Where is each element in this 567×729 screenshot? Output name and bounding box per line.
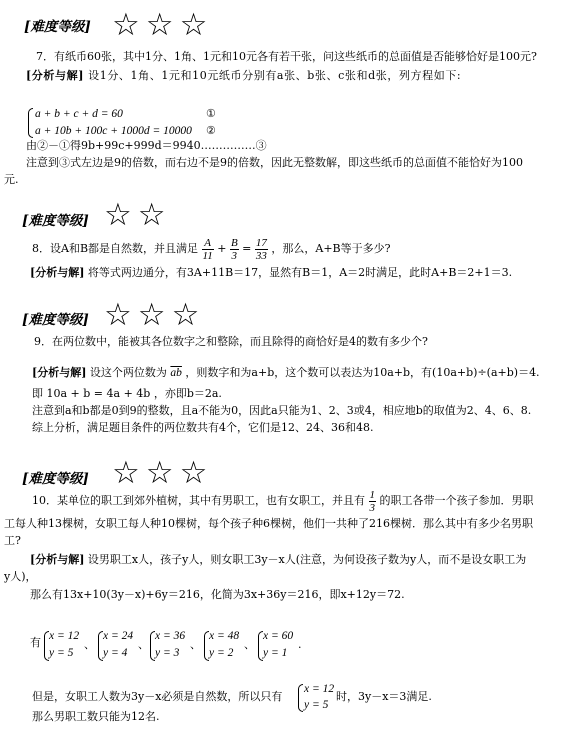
equals-sign: = [242,242,252,255]
p7-line4b: 元. [4,173,19,186]
fraction-b-3: $\frac{B}{3}$ [230,236,238,262]
p8-question-pre: 8．设A和B都是自然数，并且满足 [32,242,199,255]
p8-question [32,234,391,264]
equation-brace [28,108,33,138]
p7-question: 7．有纸币60张，其中1分、1角、1元和10元各有若干张，问这些纸币的总面值是否能够恰好是100元? [36,50,537,63]
difficulty-label: [难度等级] [22,471,89,487]
p10-solution-1 [30,553,526,567]
p10-solution-3: 那么有13x+10(3y－x)+6y＝216，化简为3x+36y＝216，即x+12y＝72. [30,588,405,601]
p9-solution-2: 即 10a + b = 4a + 4b ，亦即b＝2a. [32,387,222,400]
p7-line4a: 注意到③式左边是9的倍数，而右边不是9的倍数，因此无整数解，即这些纸币的总面值不能恰好为100 [26,156,523,169]
p10-solution-2: y人)， [4,570,37,583]
p10-question-1 [32,488,534,514]
p10-q1-post: 的职工各带一个孩子参加．男职 [379,494,534,507]
pair-y: y = 5 [49,647,74,659]
p7-line3: 由②－①得9b+99c+999d＝9940……………③ [26,139,267,152]
p10-solution-4-pre: 但是，女职工人数为3y－x必须是自然数，所以只有 [32,690,283,703]
p9-sol1-post: ，则数字和为a+b，这个数可以表达为10a+b，有(10a+b)÷(a+b)＝4. [185,366,540,379]
p8-question-post: ，那么，A+B等于多少? [271,242,391,255]
s4-y: y = 5 [304,699,329,711]
analysis-label: [分析与解] [26,69,85,82]
pair-x: x = 36 [155,630,186,642]
pair-separator: 、 [138,638,149,651]
p9-solution-4: 综上分析，满足题目条件的两位数共有4个，它们是12、24、36和48. [32,421,374,434]
analysis-label: [分析与解] [30,553,85,566]
p10-solution-5: 那么男职工数只能为12名. [32,710,160,723]
difficulty-label: [难度等级] [22,312,89,328]
difficulty-stars: ☆☆☆ [112,7,214,43]
p8-solution [30,266,512,280]
pair-x: x = 60 [263,630,294,642]
p10-question-3: 工? [4,534,21,547]
plus-sign: + [217,242,227,255]
difficulty-stars: ☆☆☆ [104,297,206,333]
p10-q1-pre: 10．某单位的职工到郊外植树，其中有男职工，也有女职工，并且有 [32,494,365,507]
p7-eq2-mark: ② [206,124,216,137]
pair-y: y = 4 [103,647,128,659]
pair-x: x = 12 [49,630,80,642]
p7-eq1: a + b + c + d = 60 [35,108,123,120]
p9-question: 9．在两位数中，能被其各位数字之和整除，而且除得的商恰好是4的数有多少个? [34,335,428,348]
difficulty-label: [难度等级] [24,19,91,35]
p7-solution-text: 设1分、1角、1元和10元纸币分别有a张、b张、c张和d张，列方程如下: [88,69,462,82]
pair-y: y = 1 [263,647,288,659]
s4-x: x = 12 [304,683,335,695]
difficulty-label: [难度等级] [22,213,89,229]
pair-separator: 、 [244,638,255,651]
pair-y: y = 2 [209,647,234,659]
two-digit-ab: $\overline{ab}$ [170,367,182,379]
pair-x: x = 48 [209,630,240,642]
p10-you: 有 [30,636,41,649]
pair-x: x = 24 [103,630,134,642]
p10-question-2: 工每人种13棵树，女职工每人种10棵树，每个孩子种6棵树，他们一共种了216棵树．那么其中有多少名男职 [4,517,533,530]
pair-end-dot: . [298,638,302,651]
p7-solution-intro [26,69,461,83]
p9-solution-1 [32,366,540,380]
analysis-label: [分析与解] [32,366,87,379]
fraction-17-33: $\frac{17}{33}$ [255,236,267,262]
equation-brace [298,684,303,712]
pair-separator: 、 [84,638,95,651]
pair-separator: 、 [190,638,201,651]
fraction-a-11: $\frac{A}{11}$ [202,236,213,262]
p8-solution-text: 将等式两边通分，有3A+11B＝17，显然有B＝1，A＝2时满足，此时A+B＝2+1＝3. [87,266,513,279]
p9-sol1-pre: 设这个两位数为 [89,366,167,379]
p10-solution-4-post: 时，3y－x＝3满足. [336,690,432,703]
difficulty-stars: ☆☆☆ [112,455,214,491]
fraction-1-3: $\frac{1}{3}$ [369,488,375,514]
p7-eq1-mark: ① [206,107,216,120]
p10-s1-text: 设男职工x人，孩子y人，则女职工3y－x人(注意，为何设孩子数为y人，而不是设女职工为 [87,553,527,566]
p9-solution-3: 注意到a和b都是0到9的整数，且a不能为0，因此a只能为1、2、3或4，相应地b的取值为2、4、6、8. [32,404,532,417]
pair-y: y = 3 [155,647,180,659]
difficulty-stars: ☆☆ [104,197,172,233]
p7-eq2: a + 10b + 100c + 1000d = 10000 [35,125,192,137]
analysis-label: [分析与解] [30,266,85,279]
